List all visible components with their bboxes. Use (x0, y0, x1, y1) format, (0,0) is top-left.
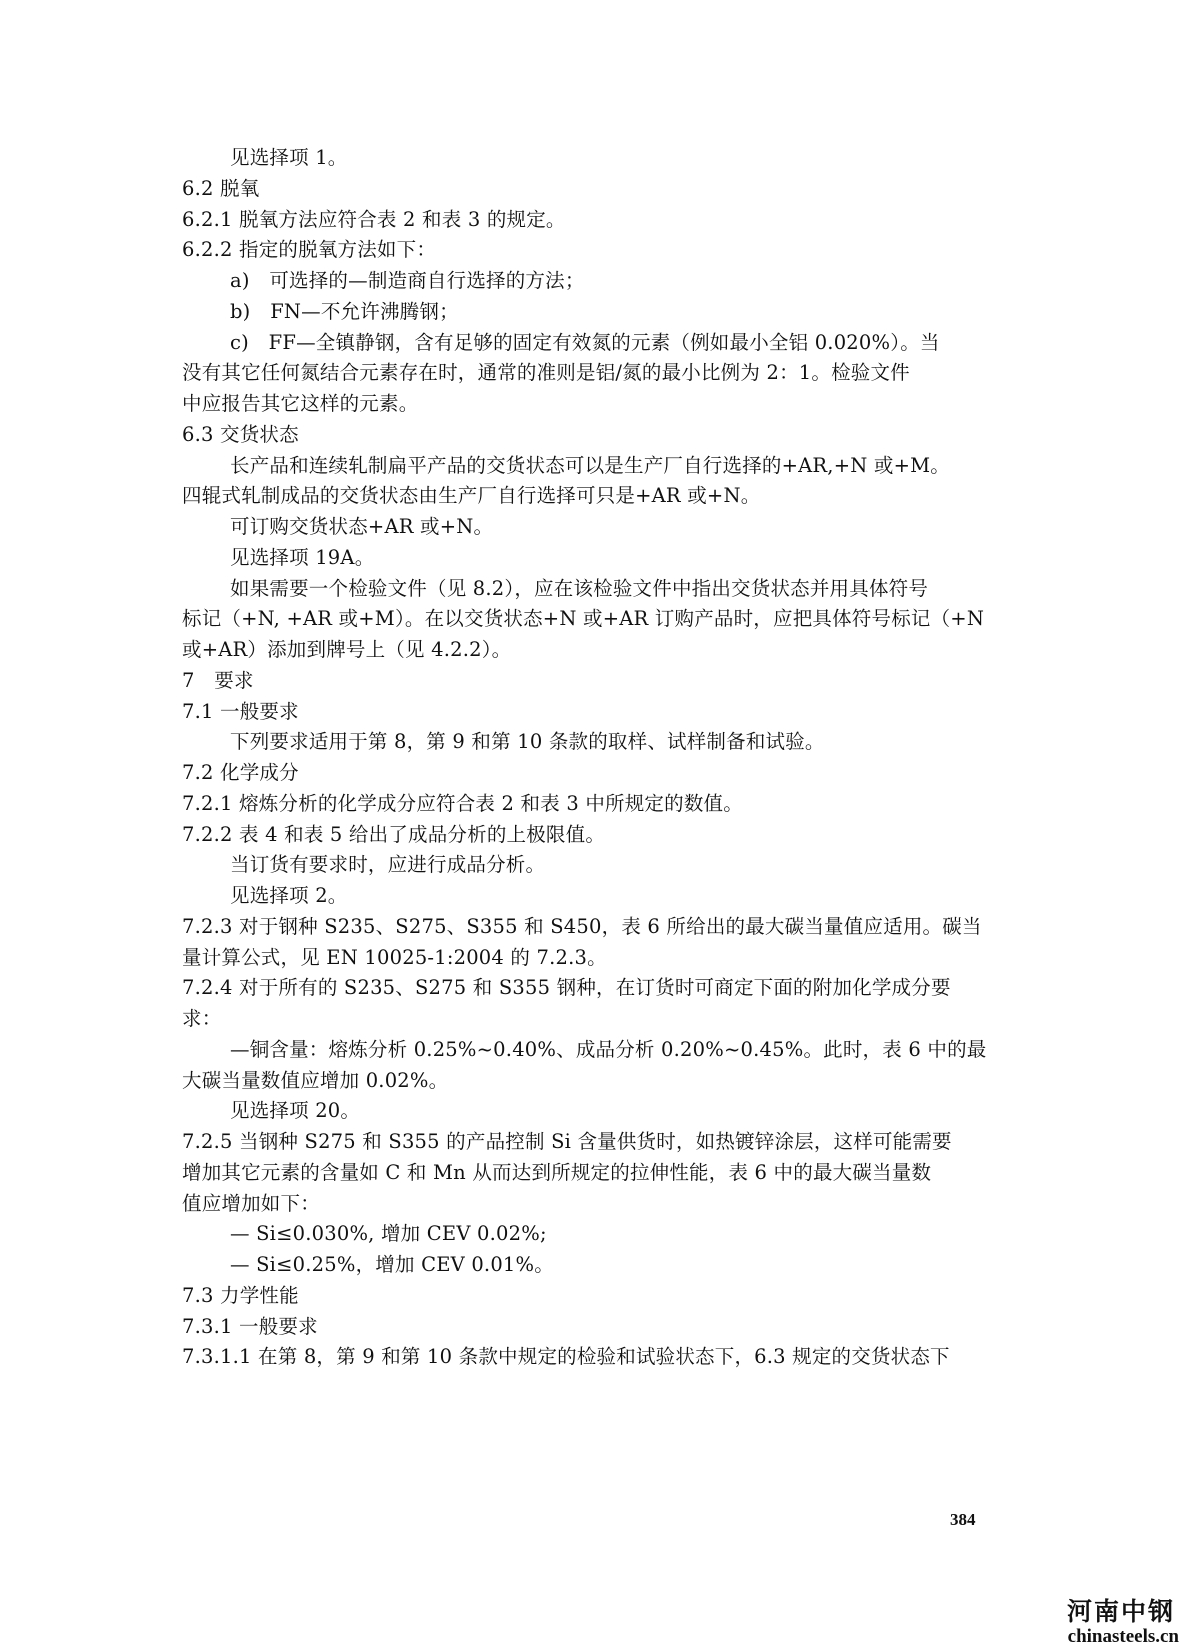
text-line: 大碳当量数值应增加 0.02%。 (182, 1068, 449, 1092)
text-line: 求： (182, 1007, 222, 1030)
text-line: 如果需要一个检验文件（见 8.2），应在该检验文件中指出交货状态并用具体符号 (230, 576, 929, 600)
text-line: 6.3 交货状态 (182, 422, 299, 446)
text-line: 见选择项 20。 (230, 1099, 361, 1123)
text-line: 7.3 力学性能 (182, 1283, 299, 1307)
text-line: 下列要求适用于第 8，第 9 和第 10 条款的取样、试样制备和试验。 (230, 730, 825, 754)
text-line: 当订货有要求时，应进行成品分析。 (230, 853, 546, 877)
text-line: — Si≤0.25%，增加 CEV 0.01%。 (230, 1253, 554, 1276)
text-line: 中应报告其它这样的元素。 (182, 392, 419, 415)
text-line: 6.2.2 指定的脱氧方法如下： (182, 238, 437, 262)
text-line: 增加其它元素的含量如 C 和 Mn 从而达到所规定的拉伸性能，表 6 中的最大碳当量数 (182, 1160, 932, 1184)
text-line: c) FF—全镇静钢，含有足够的固定有效氮的元素（例如最小全铝 0.020%）。当 (230, 330, 940, 354)
text-line: 或+AR）添加到牌号上（见 4.2.2）。 (182, 638, 512, 661)
text-line: 6.2 脱氧 (182, 176, 260, 200)
text-line: 7.3.1.1 在第 8，第 9 和第 10 条款中规定的检验和试验状态下，6.3 规定的交货状态下 (182, 1345, 950, 1369)
text-line: 见选择项 2。 (230, 884, 348, 907)
text-line: 7.2.1 熔炼分析的化学成分应符合表 2 和表 3 中所规定的数值。 (182, 791, 743, 815)
text-line: 长产品和连续轧制扁平产品的交货状态可以是生产厂自行选择的+AR,+N 或+M。 (230, 453, 951, 477)
watermark-url: chinasteels.cn (1067, 1626, 1179, 1647)
text-line: 7.2.2 表 4 和表 5 给出了成品分析的上极限值。 (182, 822, 606, 846)
text-line: 值应增加如下： (182, 1191, 320, 1215)
text-line: 见选择项 1。 (230, 146, 348, 169)
watermark-chinese: 河南中钢 (1066, 1597, 1175, 1626)
text-line: 7.2.5 当钢种 S275 和 S355 的产品控制 Si 含量供货时，如热镀锌涂层，这样可能需要 (182, 1130, 952, 1153)
text-line: —铜含量：熔炼分析 0.25%~0.40%、成品分析 0.20%~0.45%。此时，表 6 中的最 (230, 1037, 987, 1061)
text-line: 可订购交货状态+AR 或+N。 (230, 515, 494, 538)
text-line: 标记（+N, +AR 或+M）。在以交货状态+N 或+AR 订购产品时，应把具体符号标记（+N (182, 607, 985, 631)
text-line: 没有其它任何氮结合元素存在时，通常的准则是铝/氮的最小比例为 2：1。检验文件 (182, 361, 910, 385)
page-number: 384 (950, 1510, 976, 1529)
text-line: b) FN—不允许沸腾钢； (230, 299, 459, 323)
text-line: 见选择项 19A。 (230, 545, 375, 569)
text-line: 四辊式轧制成品的交货状态由生产厂自行选择可只是+AR 或+N。 (182, 484, 761, 508)
text-line: 7.1 一般要求 (182, 699, 299, 723)
text-line: 7 要求 (182, 668, 254, 692)
text-line: — Si≤0.030%, 增加 CEV 0.02%; (230, 1222, 547, 1246)
text-line: 6.2.1 脱氧方法应符合表 2 和表 3 的规定。 (182, 207, 566, 231)
text-line: 7.2 化学成分 (182, 761, 299, 784)
text-line: 量计算公式，见 EN 10025-1:2004 的 7.2.3。 (182, 945, 607, 969)
watermark-logo (1055, 1598, 1181, 1652)
text-line: a) 可选择的—制造商自行选择的方法； (230, 269, 585, 292)
text-line: 7.3.1 一般要求 (182, 1314, 318, 1338)
text-line: 7.2.4 对于所有的 S235、S275 和 S355 钢种，在订货时可商定下面的附加化学成分要 (182, 976, 951, 1000)
text-line: 7.2.3 对于钢种 S235、S275、S355 和 S450，表 6 所给出的最大碳当量值应适用。碳当 (182, 914, 982, 938)
